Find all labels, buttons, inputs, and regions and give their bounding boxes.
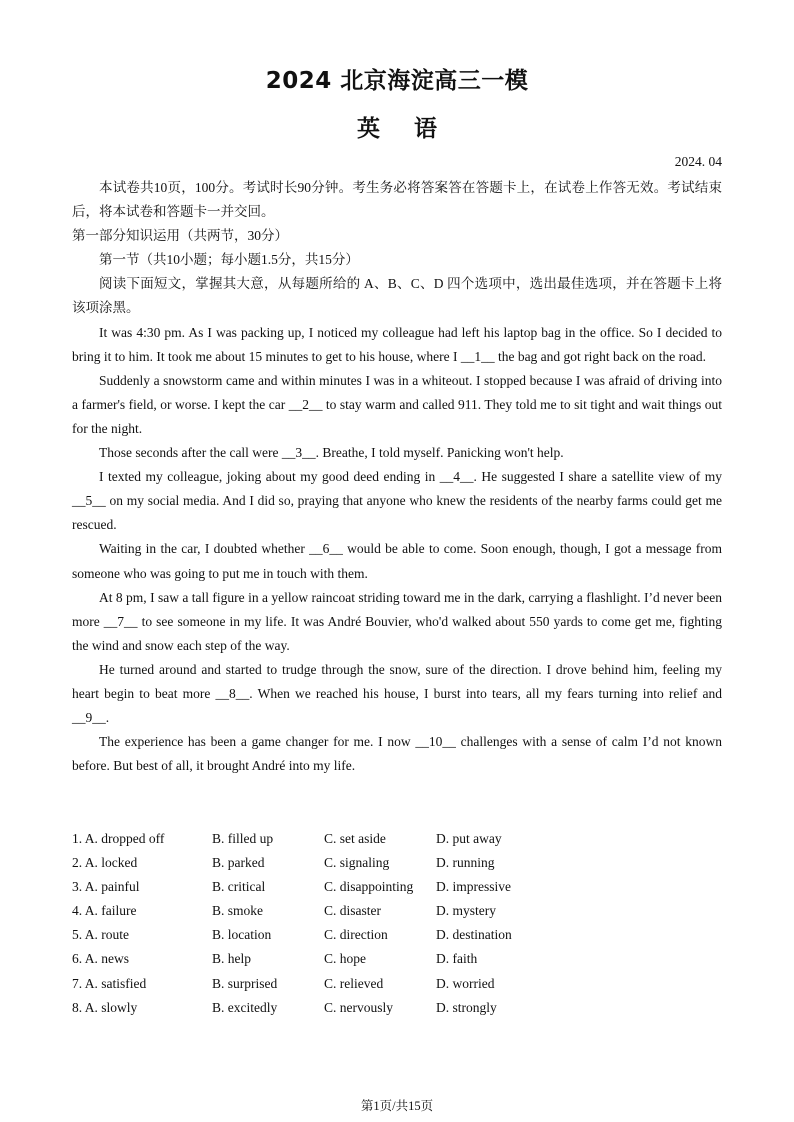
passage-paragraph: Suddenly a snowstorm came and within minutes I was in a whiteout. I stopped because I was afraid of driving into a farmer's field, or worse. I kept the car __2__ to stay warm and called 911. They told me to sit tight and wait things out for the night. <box>72 372 722 436</box>
question-row <box>72 899 722 923</box>
option-b: B. critical <box>212 879 266 895</box>
option-d: D. faith <box>436 951 478 967</box>
option-a: 4. A. failure <box>72 903 137 919</box>
option-c: C. direction <box>324 927 388 943</box>
option-b: B. location <box>212 927 272 943</box>
question-row <box>72 875 722 899</box>
part-heading: 第一部分知识运用（共两节，30分） <box>72 228 288 244</box>
option-a: 7. A. satisfied <box>72 975 147 991</box>
option-c: C. set aside <box>324 831 386 846</box>
option-b: B. parked <box>212 855 265 871</box>
passage-paragraph: The experience has been a game changer for me. I now __10__ challenges with a sense of calm I’d not known before. But best of all, it brought André into my life. <box>72 734 722 774</box>
option-a: 8. A. slowly <box>72 999 138 1015</box>
option-d: D. strongly <box>436 999 497 1015</box>
option-a: 1. A. dropped off <box>72 831 165 846</box>
option-d: D. put away <box>436 831 502 846</box>
option-d: D. worried <box>436 975 495 991</box>
question-row <box>72 947 722 971</box>
section-heading: 第一节（共10小题；每小题1.5分，共15分） <box>99 252 359 268</box>
option-b: B. smoke <box>212 903 264 919</box>
subject-heading: 英语 <box>357 116 471 142</box>
option-c: C. relieved <box>324 975 384 991</box>
question-row <box>72 851 722 875</box>
option-b: B. filled up <box>212 831 274 846</box>
passage-paragraph: At 8 pm, I saw a tall figure in a yellow raincoat striding toward me in the dark, carrying a flashlight. I’d never been more __7__ to see someone in my life. It was André Bouvier, who'd walked about 550 yards to come get me, fighting the wind and snow each step of the way. <box>72 589 722 653</box>
option-c: C. nervously <box>324 999 393 1015</box>
option-c: C. hope <box>324 951 366 967</box>
option-b: B. surprised <box>212 975 278 991</box>
option-d: D. destination <box>436 927 512 943</box>
option-a: 5. A. route <box>72 927 129 943</box>
passage-paragraph: Those seconds after the call were __3__. Breathe, I told myself. Panicking won't help. <box>99 445 564 461</box>
option-c: C. signaling <box>324 855 390 871</box>
option-a: 3. A. painful <box>72 879 140 895</box>
option-a: 6. A. news <box>72 951 129 967</box>
answer-options <box>72 827 722 1020</box>
question-row <box>72 923 722 947</box>
section-directions: 阅读下面短文，掌握其大意，从每题所给的 A、B、C、D 四个选项中，选出最佳选项，并在答题卡上将该项涂黑。 <box>72 276 722 316</box>
passage-paragraph: It was 4:30 pm. As I was packing up, I noticed my colleague had left his laptop bag in the office. So I decided to bring it to him. It took me about 15 minutes to get to his house, where I __1__ the bag and got right back on the road. <box>72 324 722 364</box>
passage-paragraph: Waiting in the car, I doubted whether __6__ would be able to come. Soon enough, though, I got a message from someone who was going to put me in touch with them. <box>72 541 722 581</box>
option-d: D. impressive <box>436 879 511 895</box>
option-b: B. excitedly <box>212 999 278 1015</box>
exam-date: 2024. 04 <box>674 154 722 169</box>
page-number: 第1页/共15页 <box>360 1099 434 1113</box>
question-row <box>72 996 722 1020</box>
passage-paragraph: I texted my colleague, joking about my good deed ending in __4__. He suggested I share a satellite view of my __5__ on my social media. And I did so, praying that anyone who knew the residents of the nearby farms could get me rescued. <box>72 469 722 533</box>
question-row <box>72 827 722 851</box>
option-a: 2. A. locked <box>72 855 138 871</box>
exam-title: 2024 北京海淀高三一模 <box>265 68 529 94</box>
passage-paragraph: He turned around and started to trudge through the snow, sure of the direction. I drove behind him, feeling my heart begin to beat more __8__. When we reached his house, I burst into tears, all my fears turning into relief and __9__. <box>72 661 722 726</box>
instructions-paragraph: 本试卷共10页，100分。考试时长90分钟。考生务必将答案答在答题卡上，在试卷上作答无效。考试结束后，将本试卷和答题卡一并交回。 <box>72 180 722 220</box>
question-row <box>72 972 722 996</box>
option-c: C. disaster <box>324 903 381 919</box>
passage-body <box>72 176 722 778</box>
option-d: D. running <box>436 855 495 871</box>
option-b: B. help <box>212 951 251 967</box>
option-d: D. mystery <box>436 903 496 919</box>
option-c: C. disappointing <box>324 879 414 895</box>
